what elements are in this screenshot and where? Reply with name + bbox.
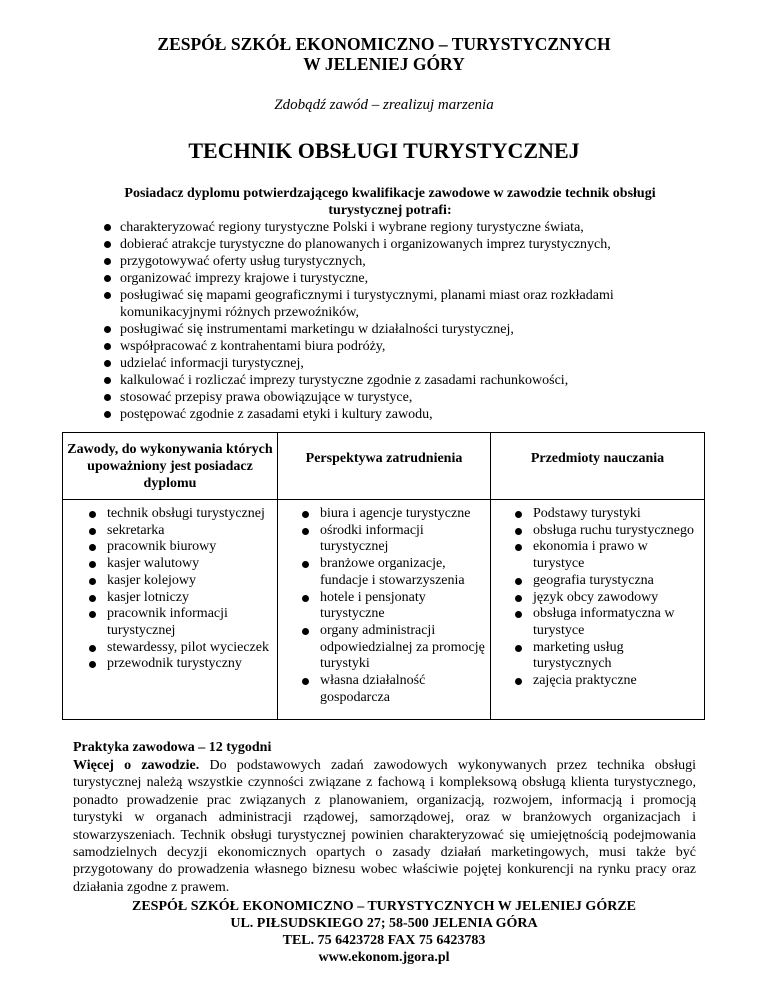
list-item: posługiwać się mapami geograficznymi i turystycznymi, planami miast oraz rozkładami komunikacyjnymi różnych przewoźników, <box>104 287 694 321</box>
footer-phone: TEL. 75 6423728 FAX 75 6423783 <box>282 933 486 948</box>
list-item: kasjer lotniczy <box>89 590 271 607</box>
column-header: Perspektywa zatrudnienia <box>305 451 463 466</box>
bullet-icon <box>515 595 522 602</box>
practice-paragraph <box>73 757 696 896</box>
employment-list <box>302 506 488 706</box>
list-item: geografia turystyczna <box>515 573 701 590</box>
list-item: organizować imprezy krajowe i turystyczne, <box>104 270 694 287</box>
skills-list <box>104 219 694 423</box>
bullet-icon <box>515 511 522 518</box>
list-item: organy administracji odpowiedzialnej za promocję turystyki <box>302 623 488 673</box>
bullet-icon <box>89 528 96 535</box>
motto: Zdobądź zawód – zrealizuj marzenia <box>274 97 494 113</box>
list-item: własna działalność gospodarcza <box>302 673 488 706</box>
page-title: TECHNIK OBSŁUGI TURYSTYCZNEJ <box>188 138 580 163</box>
bullet-icon <box>302 678 309 685</box>
list-item: przewodnik turystyczny <box>89 656 271 673</box>
bullet-icon <box>104 360 111 367</box>
bullet-icon <box>89 578 96 585</box>
practice-title: Praktyka zawodowa – 12 tygodni <box>73 740 272 755</box>
list-item: dobierać atrakcje turystyczne do planowanych i organizowanych imprez turystycznych, <box>104 236 694 253</box>
list-item: obsługa informatyczna w turystyce <box>515 606 701 639</box>
bullet-icon <box>515 578 522 585</box>
bullet-icon <box>104 377 111 384</box>
bullet-icon <box>515 528 522 535</box>
bullet-icon <box>515 544 522 551</box>
list-item: kasjer kolejowy <box>89 573 271 590</box>
list-item: język obcy zawodowy <box>515 590 701 607</box>
bullet-icon <box>302 528 309 535</box>
bullet-icon <box>515 611 522 618</box>
bullet-icon <box>89 595 96 602</box>
bullet-icon <box>302 628 309 635</box>
bullet-icon <box>104 411 111 418</box>
bullet-icon <box>89 561 96 568</box>
list-item: marketing usług turystycznych <box>515 640 701 673</box>
bullet-icon <box>89 511 96 518</box>
professions-list <box>89 506 271 673</box>
table-column-professions <box>63 433 278 719</box>
bullet-icon <box>104 275 111 282</box>
list-item: posługiwać się instrumentami marketingu w działalności turystycznej, <box>104 321 694 338</box>
list-item: technik obsługi turystycznej <box>89 506 271 523</box>
table-column-employment <box>278 433 491 719</box>
table-column-subjects <box>491 433 704 719</box>
list-item: branżowe organizacje, fundacje i stowarzyszenia <box>302 556 488 589</box>
bullet-icon <box>104 394 111 401</box>
bullet-icon <box>89 611 96 618</box>
list-item: Podstawy turystyki <box>515 506 701 523</box>
list-item: przygotowywać oferty usług turystycznych, <box>104 253 694 270</box>
practice-lead: Więcej o zawodzie. <box>73 758 200 773</box>
bullet-icon <box>302 595 309 602</box>
column-header: Przedmioty nauczania <box>530 451 665 466</box>
bullet-icon <box>302 561 309 568</box>
school-name-line2: W JELENIEJ GÓRY <box>303 54 465 74</box>
bullet-icon <box>302 511 309 518</box>
bullet-icon <box>89 661 96 668</box>
list-item: ośrodki informacji turystycznej <box>302 523 488 556</box>
bullet-icon <box>104 343 111 350</box>
column-header: Zawody, do wykonywania których upoważniony jest posiadacz dyplomu <box>67 442 273 491</box>
list-item: kasjer walutowy <box>89 556 271 573</box>
bullet-icon <box>89 645 96 652</box>
bullet-icon <box>104 326 111 333</box>
list-item: kalkulować i rozliczać imprezy turystyczne zgodnie z zasadami rachunkowości, <box>104 372 694 389</box>
info-table <box>62 432 705 720</box>
list-item: hotele i pensjonaty turystyczne <box>302 590 488 623</box>
intro-text: Posiadacz dyplomu potwierdzającego kwalifikacje zawodowe w zawodzie technik obsługi turystycznej potrafi: <box>124 186 656 218</box>
list-item: zajęcia praktyczne <box>515 673 701 690</box>
list-item: pracownik informacji turystycznej <box>89 606 271 639</box>
bullet-icon <box>89 544 96 551</box>
footer-school-name: ZESPÓŁ SZKÓŁ EKONOMICZNO – TURYSTYCZNYCH W JELENIEJ GÓRZE <box>131 899 636 914</box>
bullet-icon <box>104 258 111 265</box>
footer-website: www.ekonom.jgora.pl <box>318 950 450 965</box>
list-item: współpracować z kontrahentami biura podróży, <box>104 338 694 355</box>
list-item: pracownik biurowy <box>89 539 271 556</box>
list-item: stosować przepisy prawa obowiązujące w turystyce, <box>104 389 694 406</box>
list-item: postępować zgodnie z zasadami etyki i kultury zawodu, <box>104 406 694 423</box>
bullet-icon <box>104 241 111 248</box>
bullet-icon <box>104 292 111 299</box>
subjects-list <box>515 506 701 690</box>
school-name-line1: ZESPÓŁ SZKÓŁ EKONOMICZNO – TURYSTYCZNYCH <box>157 34 611 54</box>
practice-body: Do podstawowych zadań zawodowych wykonywanych przez technika obsługi turystycznej należą wszystkie czynności związane z fachową i kompleksową obsługą klienta turystycznego, ponadto prowadzenie prac związanych z planowaniem, organizacją, rozwojem, informacją i promocją turystyki w organach administracji rządowej, samorządowej, oraz w branżowych organizacjach i stowarzyszeniach. Technik obsługi turystycznej powinien charakteryzować się umiejętnością podejmowania samodzielnych decyzji ekonomicznych opartych o zasady działań marketingowych, musi także być przygotowany do prowadzenia własnego biznesu wobec właściwie pojętej konkurencji na rynku pracy oraz działania zgodne z prawem. <box>73 758 697 895</box>
bullet-icon <box>515 645 522 652</box>
list-item: charakteryzować regiony turystyczne Polski i wybrane regiony turystyczne świata, <box>104 219 694 236</box>
list-item: sekretarka <box>89 523 271 540</box>
list-item: biura i agencje turystyczne <box>302 506 488 523</box>
list-item: ekonomia i prawo w turystyce <box>515 539 701 572</box>
list-item: udzielać informacji turystycznej, <box>104 355 694 372</box>
bullet-icon <box>104 224 111 231</box>
bullet-icon <box>515 678 522 685</box>
footer-address: UL. PIŁSUDSKIEGO 27; 58-500 JELENIA GÓRA <box>230 916 538 931</box>
list-item: obsługa ruchu turystycznego <box>515 523 701 540</box>
list-item: stewardessy, pilot wycieczek <box>89 640 271 657</box>
